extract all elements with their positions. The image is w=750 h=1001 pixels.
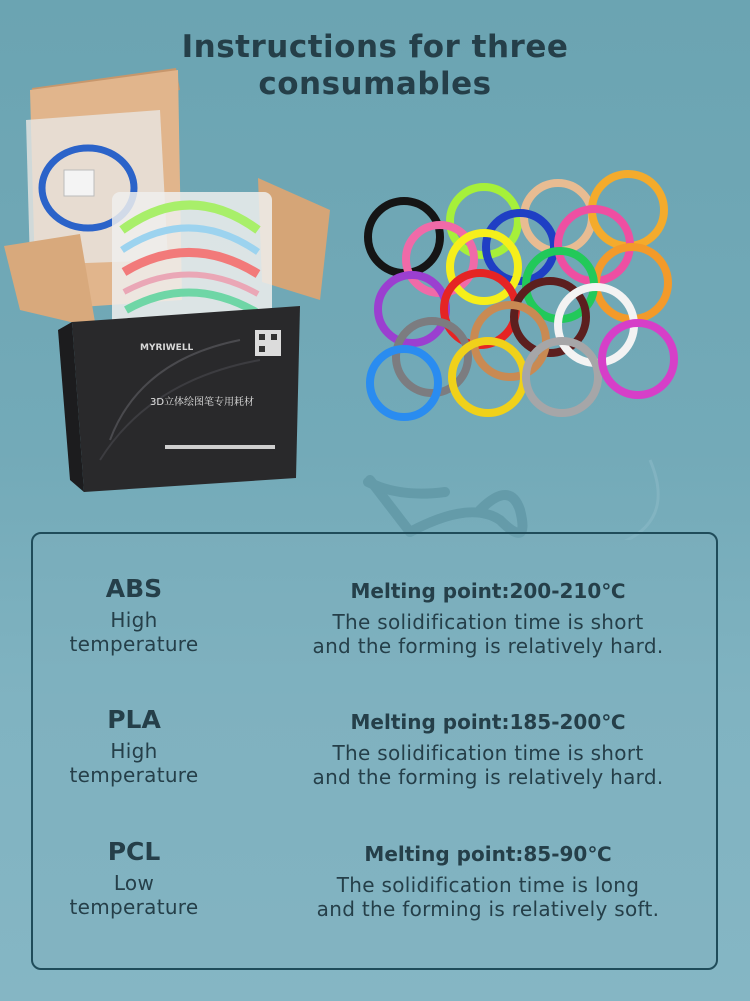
material-details xyxy=(263,837,713,921)
filament-box-image xyxy=(0,60,340,510)
description-line-1: The solidification time is short xyxy=(332,610,644,634)
temperature-type-line-2: temperature xyxy=(69,895,199,919)
description-line-2: and the forming is relatively hard. xyxy=(312,765,664,789)
material-label xyxy=(43,705,225,787)
temperature-type-line-1: High xyxy=(110,739,158,763)
material-details xyxy=(263,705,713,789)
description-line-2: and the forming is relatively hard. xyxy=(312,634,664,658)
description-line-1: The solidification time is long xyxy=(336,873,640,897)
melting-point: Melting point:85-90℃ xyxy=(364,842,612,866)
material-details xyxy=(263,574,713,658)
temperature-type-line-2: temperature xyxy=(69,763,199,787)
material-label xyxy=(43,837,225,919)
description-line-2: and the forming is relatively soft. xyxy=(316,897,660,921)
temperature-type-line-1: High xyxy=(110,608,158,632)
title-line-1: Instructions for three xyxy=(181,28,569,65)
material-name: PCL xyxy=(107,837,161,866)
material-name: PLA xyxy=(107,705,161,734)
material-name: ABS xyxy=(105,574,163,603)
svg-text:MYRIWELL: MYRIWELL xyxy=(140,343,194,353)
material-row-pcl xyxy=(33,837,716,947)
decorative-swirl-arrow-icon xyxy=(350,440,680,540)
melting-point: Melting point:185-200℃ xyxy=(350,710,626,734)
filament-rings-image xyxy=(350,165,690,425)
temperature-type-line-2: temperature xyxy=(69,632,199,656)
svg-text:3D立体绘图笔专用耗材: 3D立体绘图笔专用耗材 xyxy=(150,397,255,408)
material-row-pla xyxy=(33,705,716,815)
material-label xyxy=(43,574,225,656)
material-row-abs xyxy=(33,574,716,684)
description-line-1: The solidification time is short xyxy=(332,741,644,765)
materials-info-panel xyxy=(31,532,718,970)
melting-point: Melting point:200-210℃ xyxy=(350,579,626,603)
temperature-type-line-1: Low xyxy=(113,871,155,895)
title-line-2: consumables xyxy=(258,65,492,102)
